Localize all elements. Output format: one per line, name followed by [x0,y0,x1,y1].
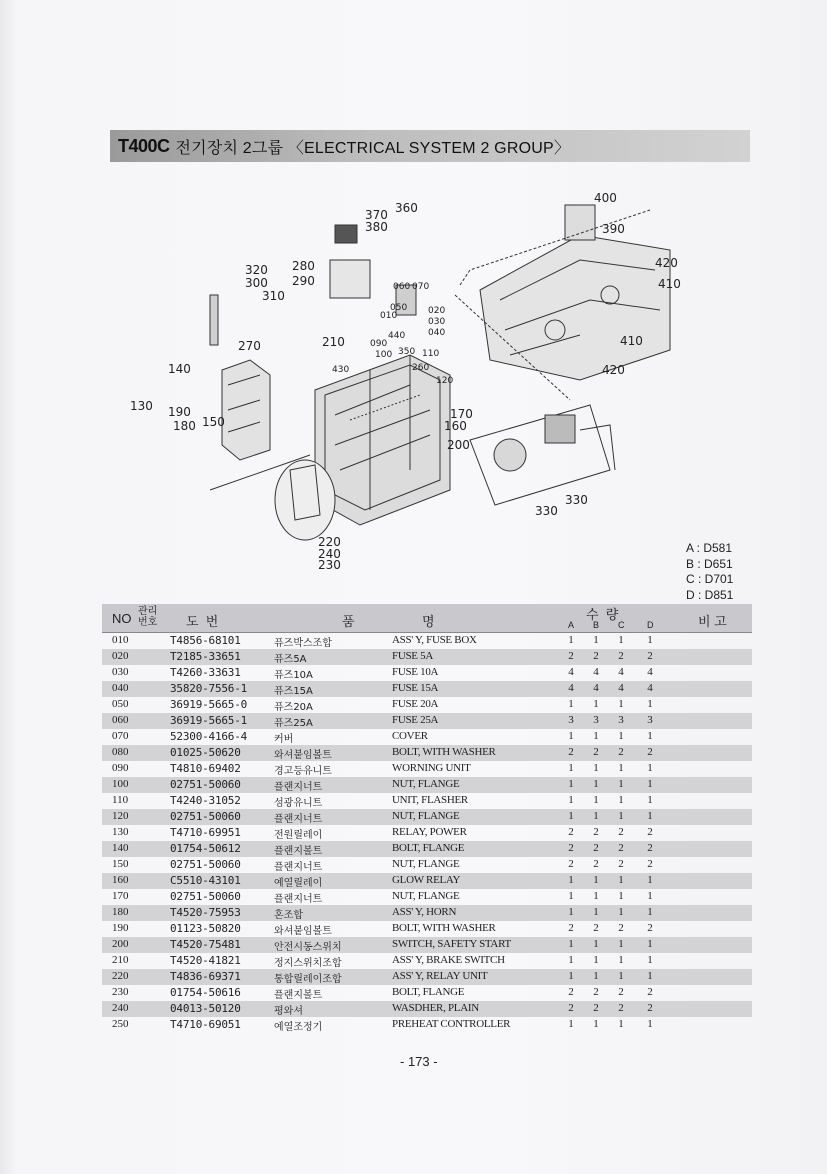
row-no: 240 [112,1002,129,1014]
row-qty-b: 1 [593,634,599,646]
row-qty-d: 1 [647,730,653,742]
row-qty-b: 1 [593,762,599,774]
row-qty-d: 1 [647,1018,653,1030]
table-row [102,825,752,841]
header-no: NO [112,611,132,626]
row-name-kr: 안전시동스위치 [274,942,342,953]
row-qty-c: 1 [618,634,624,646]
row-qty-b: 2 [593,986,599,998]
header-part-no: 도 번 [186,614,219,629]
row-qty-b: 1 [593,698,599,710]
row-name-kr: 혼조합 [274,910,303,921]
row-part-no: T4520-75953 [170,906,241,919]
row-no: 120 [112,810,129,822]
row-name-en: NUT, FLANGE [392,890,460,902]
row-name-en: SWITCH, SAFETY START [392,938,511,950]
callout-090: 090 [370,339,388,349]
table-row [102,1001,752,1017]
row-qty-a: 1 [568,634,574,646]
row-qty-c: 2 [618,746,624,758]
row-no: 130 [112,826,129,838]
header-qty-a: A [568,620,575,630]
table-row [102,745,752,761]
row-qty-c: 1 [618,794,624,806]
page-number: - 173 - [400,1054,438,1069]
row-qty-d: 2 [647,826,653,838]
row-name-en: UNIT, FLASHER [392,794,468,806]
callout-380: 380 [365,220,388,234]
row-qty-c: 1 [618,698,624,710]
row-no: 170 [112,890,129,902]
row-part-no: T4856-68101 [170,634,241,647]
row-name-kr: 플랜지너트 [274,782,323,793]
row-name-kr: 정지스위치조합 [274,958,342,969]
header-mgmt-no: 관리 번호 [138,606,158,628]
row-qty-c: 2 [618,842,624,854]
row-no: 050 [112,698,129,710]
row-part-no: 02751-50060 [170,778,241,791]
row-part-no: 52300-4166-4 [170,730,248,743]
row-qty-b: 3 [593,714,599,726]
callout-230: 230 [318,558,341,572]
row-name-en: BOLT, FLANGE [392,842,465,854]
table-row [102,873,752,889]
row-qty-b: 1 [593,794,599,806]
row-qty-d: 1 [647,762,653,774]
row-part-no: 01025-50620 [170,746,241,759]
row-qty-a: 2 [568,922,574,934]
callout-180: 180 [173,419,196,433]
row-qty-d: 2 [647,858,653,870]
callout-120: 120 [436,376,454,386]
table-row [102,633,752,649]
callout-430: 430 [332,365,350,375]
row-name-en: FUSE 20A [392,698,439,710]
callout-240: 240 [318,547,341,561]
row-qty-a: 1 [568,970,574,982]
row-qty-a: 4 [568,666,574,678]
callout-330-left: 330 [535,504,558,518]
table-row [102,697,752,713]
row-name-kr: 퓨즈5A [274,654,307,665]
row-no: 110 [112,794,129,806]
section-title-bar [110,130,750,162]
row-name-kr: 퓨즈25A [274,718,313,729]
table-row [102,985,752,1001]
row-qty-d: 2 [647,746,653,758]
row-qty-b: 4 [593,682,599,694]
row-qty-b: 1 [593,874,599,886]
row-qty-d: 1 [647,778,653,790]
row-name-en: WORNING UNIT [392,762,471,774]
row-qty-a: 1 [568,874,574,886]
row-name-en: ASS' Y, RELAY UNIT [392,970,488,982]
table-row [102,761,752,777]
callout-400: 400 [594,191,617,205]
row-qty-c: 1 [618,810,624,822]
row-name-kr: 예열조정기 [274,1022,323,1033]
callout-040: 040 [428,328,446,338]
row-qty-d: 4 [647,682,653,694]
row-qty-c: 1 [618,906,624,918]
row-part-no: T4710-69051 [170,1018,241,1031]
row-part-no: 01754-50612 [170,842,241,855]
row-qty-c: 4 [618,682,624,694]
row-qty-b: 2 [593,858,599,870]
row-qty-b: 4 [593,666,599,678]
callout-070: 070 [412,282,430,292]
row-qty-b: 2 [593,650,599,662]
callout-390: 390 [602,222,625,236]
row-part-no: T4260-33631 [170,666,241,679]
row-no: 190 [112,922,129,934]
callout-130: 130 [130,399,153,413]
row-name-kr: 전원릴레이 [274,830,323,841]
table-row [102,905,752,921]
row-name-en: COVER [392,730,428,742]
row-qty-b: 1 [593,938,599,950]
row-no: 020 [112,650,129,662]
header-remarks: 비 고 [698,614,727,629]
callout-350: 350 [398,347,416,357]
table-row [102,1017,752,1033]
engine-legend [686,541,733,603]
row-qty-d: 1 [647,794,653,806]
exploded-parts-diagram [110,170,770,590]
section-title: 전기장치 2그룹 〈ELECTRICAL SYSTEM 2 GROUP〉 [175,139,571,157]
row-qty-b: 1 [593,890,599,902]
row-qty-a: 1 [568,762,574,774]
legend-d: D : D851 [686,587,734,602]
row-part-no: 04013-50120 [170,1002,241,1015]
callout-100: 100 [375,350,393,360]
row-qty-a: 2 [568,1002,574,1014]
callout-110: 110 [422,349,440,359]
row-qty-b: 1 [593,810,599,822]
row-qty-a: 2 [568,858,574,870]
header-qty-b: B [593,620,600,630]
row-name-kr: 커버 [274,734,294,745]
row-qty-d: 1 [647,890,653,902]
callout-060: 060 [393,282,411,292]
callout-320: 320 [245,263,268,277]
row-qty-a: 3 [568,714,574,726]
header-name-2: 명 [422,614,435,629]
table-row [102,665,752,681]
row-qty-d: 4 [647,666,653,678]
model-name: T400C [118,135,170,156]
header-qty-c: C [618,620,625,630]
table-row [102,649,752,665]
row-qty-c: 4 [618,666,624,678]
row-name-en: FUSE 5A [392,650,433,662]
row-qty-b: 1 [593,970,599,982]
row-part-no: T4810-69402 [170,762,241,775]
row-qty-b: 1 [593,1018,599,1030]
row-name-en: ASS' Y, FUSE BOX [392,634,477,646]
row-qty-c: 2 [618,986,624,998]
row-no: 150 [112,858,129,870]
row-qty-b: 2 [593,746,599,758]
row-no: 080 [112,746,129,758]
row-name-en: BOLT, FLANGE [392,986,465,998]
row-qty-d: 1 [647,698,653,710]
callout-030: 030 [428,317,446,327]
row-qty-a: 1 [568,794,574,806]
row-no: 250 [112,1018,129,1030]
row-qty-c: 1 [618,890,624,902]
row-qty-b: 1 [593,906,599,918]
row-name-kr: 퓨즈20A [274,702,313,713]
row-qty-c: 2 [618,922,624,934]
callout-260: 260 [412,363,430,373]
row-qty-b: 1 [593,730,599,742]
row-qty-d: 2 [647,922,653,934]
row-name-kr: 퓨즈15A [274,686,313,697]
callout-310: 310 [262,289,285,303]
row-name-en: NUT, FLANGE [392,810,460,822]
row-qty-d: 2 [647,650,653,662]
callout-410-top: 410 [658,277,681,291]
table-row [102,841,752,857]
row-no: 140 [112,842,129,854]
row-qty-c: 2 [618,858,624,870]
row-name-kr: 플랜지너트 [274,862,323,873]
row-part-no: T4240-31052 [170,794,241,807]
row-name-en: FUSE 10A [392,666,439,678]
row-qty-a: 1 [568,1018,574,1030]
callout-330-right: 330 [565,493,588,507]
row-qty-c: 1 [618,1018,624,1030]
row-part-no: 36919-5665-0 [170,698,248,711]
row-part-no: 02751-50060 [170,858,241,871]
row-name-kr: 섬광유니트 [274,798,323,809]
callout-420-bottom: 420 [602,363,625,377]
row-name-kr: 평와셔 [274,1006,303,1017]
row-no: 040 [112,682,129,694]
table-row [102,937,752,953]
row-qty-c: 1 [618,938,624,950]
row-name-en: FUSE 25A [392,714,439,726]
parts-table-header [102,604,752,633]
callout-410-bottom: 410 [620,334,643,348]
table-row [102,889,752,905]
callout-270: 270 [238,339,261,353]
row-no: 060 [112,714,129,726]
row-name-kr: 퓨즈10A [274,670,313,681]
row-name-kr: 와셔붙임볼트 [274,750,332,761]
header-qty-d: D [647,620,654,630]
callout-210: 210 [322,335,345,349]
row-name-en: ASS' Y, HORN [392,906,457,918]
row-qty-a: 2 [568,986,574,998]
callout-290: 290 [292,274,315,288]
callout-050: 050 [390,303,408,313]
row-part-no: T2185-33651 [170,650,241,663]
row-name-en: ASS' Y, BRAKE SWITCH [392,954,505,966]
legend-c: C : D701 [686,572,734,586]
legend-a: A : D581 [686,541,733,555]
legend-b: B : D651 [686,556,733,571]
row-qty-c: 1 [618,778,624,790]
callout-140: 140 [168,362,191,376]
row-part-no: C5510-43101 [170,874,241,887]
row-qty-c: 1 [618,762,624,774]
row-part-no: T4520-41821 [170,954,241,967]
row-qty-a: 2 [568,826,574,838]
row-no: 210 [112,954,129,966]
row-name-kr: 예열릴레이 [274,878,323,889]
row-name-en: FUSE 15A [392,682,439,694]
row-qty-c: 1 [618,970,624,982]
row-no: 090 [112,762,129,774]
row-qty-b: 2 [593,1002,599,1014]
row-qty-d: 1 [647,938,653,950]
diagram-svg [110,170,770,590]
row-part-no: T4710-69951 [170,826,241,839]
row-name-kr: 퓨즈박스조합 [274,638,332,649]
row-no: 230 [112,986,129,998]
row-qty-d: 1 [647,634,653,646]
header-name-1: 품 [342,614,355,629]
row-name-kr: 플랜지너트 [274,814,323,825]
row-qty-d: 2 [647,1002,653,1014]
row-name-en: PREHEAT CONTROLLER [392,1018,511,1030]
row-no: 010 [112,634,129,646]
row-qty-a: 1 [568,938,574,950]
callout-420-top: 420 [655,256,678,270]
row-part-no: 35820-7556-1 [170,682,248,695]
row-name-kr: 플랜지볼트 [274,846,323,857]
row-part-no: T4836-69371 [170,970,241,983]
row-no: 200 [112,938,129,950]
callout-020: 020 [428,306,446,316]
row-qty-c: 2 [618,826,624,838]
row-name-en: BOLT, WITH WASHER [392,746,496,758]
row-qty-a: 1 [568,698,574,710]
row-qty-d: 2 [647,986,653,998]
row-name-en: BOLT, WITH WASHER [392,922,496,934]
row-qty-d: 3 [647,714,653,726]
table-row [102,729,752,745]
callout-440: 440 [388,331,406,341]
row-qty-c: 2 [618,1002,624,1014]
row-name-kr: 플랜지너트 [274,894,323,905]
row-name-kr: 통합릴레이조합 [274,974,342,985]
row-part-no: 36919-5665-1 [170,714,248,727]
row-part-no: 02751-50060 [170,810,241,823]
row-qty-a: 1 [568,890,574,902]
row-qty-c: 1 [618,730,624,742]
row-qty-a: 1 [568,810,574,822]
callout-280: 280 [292,259,315,273]
row-qty-a: 2 [568,650,574,662]
row-no: 180 [112,906,129,918]
row-no: 030 [112,666,129,678]
callout-370: 370 [365,208,388,222]
row-no: 220 [112,970,129,982]
row-qty-c: 3 [618,714,624,726]
table-row [102,969,752,985]
row-no: 070 [112,730,129,742]
table-row [102,857,752,873]
header-qty: 수 량 [586,607,619,622]
callout-220: 220 [318,535,341,549]
row-part-no: T4520-75481 [170,938,241,951]
row-name-en: RELAY, POWER [392,826,467,838]
row-qty-a: 1 [568,954,574,966]
callout-300: 300 [245,276,268,290]
table-row [102,921,752,937]
row-qty-c: 2 [618,650,624,662]
row-name-en: WASDHER, PLAIN [392,1002,479,1014]
row-part-no: 02751-50060 [170,890,241,903]
row-name-kr: 플랜지볼트 [274,990,323,1001]
row-name-kr: 경고등유니트 [274,766,332,777]
row-qty-d: 1 [647,874,653,886]
row-qty-c: 1 [618,954,624,966]
row-name-kr: 와셔붙임볼트 [274,926,332,937]
row-name-en: NUT, FLANGE [392,858,460,870]
callout-160: 160 [444,419,467,433]
table-row [102,777,752,793]
callout-010: 010 [380,311,398,321]
row-qty-d: 1 [647,970,653,982]
row-no: 100 [112,778,129,790]
row-qty-b: 1 [593,954,599,966]
row-qty-a: 2 [568,842,574,854]
callout-170: 170 [450,407,473,421]
row-qty-d: 1 [647,906,653,918]
row-qty-a: 4 [568,682,574,694]
table-row [102,809,752,825]
row-no: 160 [112,874,129,886]
table-row [102,713,752,729]
callout-360: 360 [395,201,418,215]
callout-150: 150 [202,415,225,429]
row-qty-a: 1 [568,778,574,790]
row-qty-d: 1 [647,954,653,966]
row-qty-b: 2 [593,826,599,838]
row-qty-a: 1 [568,730,574,742]
row-qty-a: 2 [568,746,574,758]
row-name-en: NUT, FLANGE [392,778,460,790]
row-qty-d: 1 [647,810,653,822]
row-qty-c: 1 [618,874,624,886]
table-row [102,953,752,969]
callout-200: 200 [447,438,470,452]
callout-190: 190 [168,405,191,419]
row-qty-b: 2 [593,922,599,934]
row-part-no: 01123-50820 [170,922,241,935]
table-row [102,793,752,809]
row-qty-b: 1 [593,778,599,790]
row-qty-d: 2 [647,842,653,854]
row-part-no: 01754-50616 [170,986,241,999]
parts-table-body [102,633,752,1033]
row-name-en: GLOW RELAY [392,874,461,886]
row-qty-a: 1 [568,906,574,918]
row-qty-b: 2 [593,842,599,854]
table-row [102,681,752,697]
